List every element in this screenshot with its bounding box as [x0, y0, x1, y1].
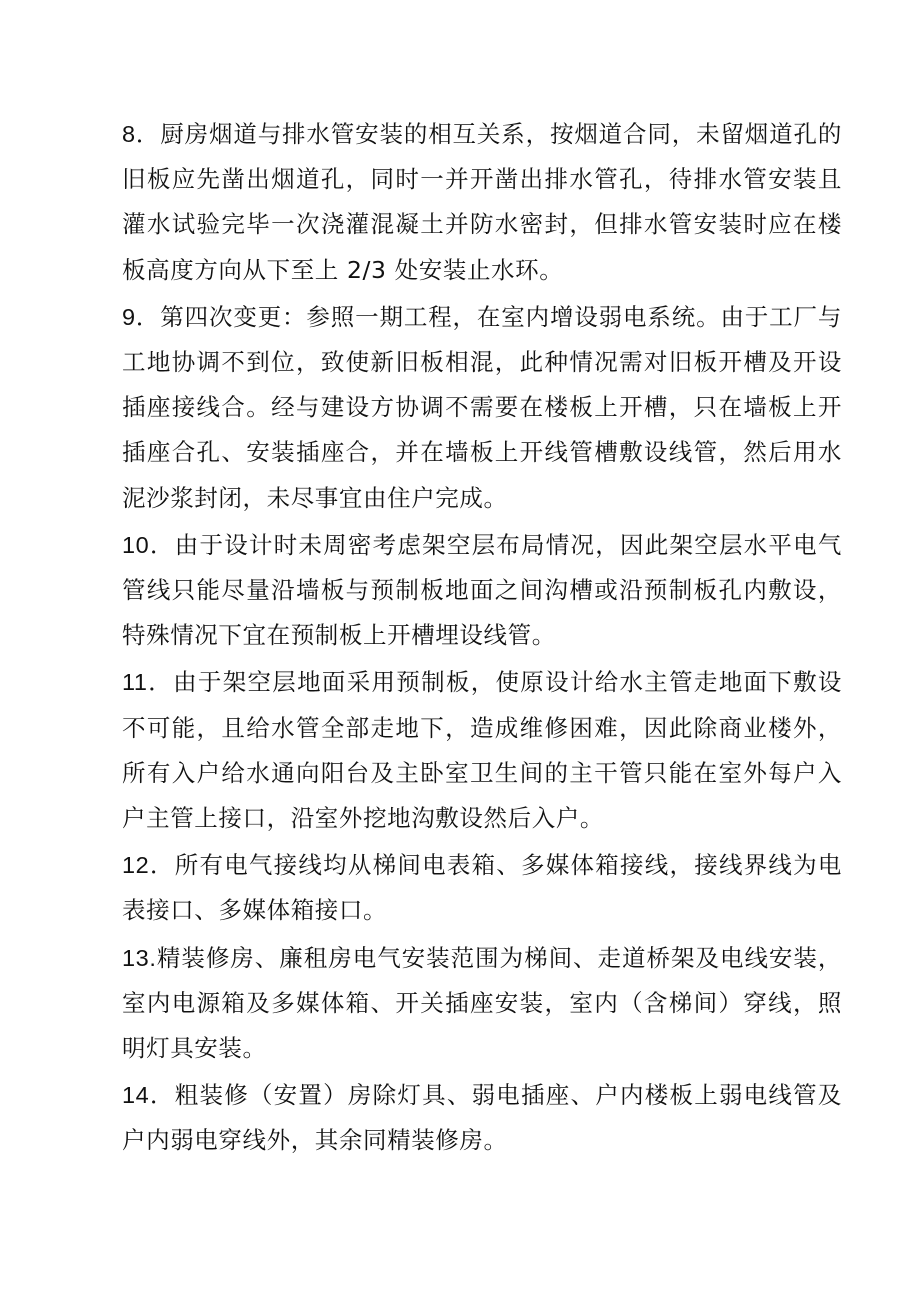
- item-text: 厨房烟道与排水管安装的相互关系，按烟道合同，未留烟道孔的旧板应先凿出烟道孔，同时一并开凿出排水管孔，待排水管安装且灌水试验完毕一次浇灌混凝土并防水密封，但排水管安装时应在楼板高度方向从下至上 2/3 处安装止水环。: [122, 120, 842, 284]
- list-item: [122, 936, 842, 1072]
- item-number: 9．: [122, 303, 161, 330]
- item-number: 12．: [122, 852, 175, 879]
- item-number: 14．: [122, 1082, 175, 1109]
- item-text: 所有电气接线均从梯间电表箱、多媒体箱接线，接线界线为电表接口、多媒体箱接口。: [122, 851, 842, 925]
- item-text: 粗装修（安置）房除灯具、弱电插座、户内楼板上弱电线管及户内弱电穿线外，其余同精装修房。: [122, 1081, 842, 1155]
- item-number: 8．: [122, 121, 161, 147]
- item-text: 精装修房、廉租房电气安装范围为梯间、走道桥架及电线安装，室内电源箱及多媒体箱、开关插座安装，室内（含梯间）穿线，照明灯具安装。: [122, 943, 842, 1063]
- item-number: 13.: [122, 944, 157, 971]
- item-text: 由于设计时未周密考虑架空层布局情况，因此架空层水平电气管线只能尽量沿墙板与预制板地面之间沟槽或沿预制板孔内敷设，特殊情况下宜在预制板上开槽埋设线管。: [122, 530, 842, 650]
- list-item: [122, 843, 842, 933]
- list-item: [122, 660, 842, 841]
- item-text: 由于架空层地面采用预制板，使原设计给水主管走地面下敷设不可能，且给水管全部走地下，造成维修困难，因此除商业楼外，所有入户给水通向阳台及主卧室卫生间的主干管只能在室外每户入户主管上接口，沿室外挖地沟敷设然后入户。: [122, 668, 843, 833]
- list-item: [122, 295, 842, 521]
- item-number: 11．: [122, 669, 174, 696]
- item-text: 第四次变更：参照一期工程，在室内增设弱电系统。由于工厂与工地协调不到位，致使新旧板相混，此种情况需对旧板开槽及开设插座接线合。经与建设方协调不需要在楼板上开槽，只在墙板上开插座合孔、安装插座合，并在墙板上开线管槽敷设线管，然后用水泥沙浆封闭，未尽事宜由住户完成。: [122, 302, 842, 512]
- list-item: [122, 112, 842, 293]
- item-number: 10．: [122, 531, 175, 558]
- document-body: [122, 112, 842, 1166]
- list-item: [122, 1073, 842, 1163]
- list-item: [122, 523, 842, 659]
